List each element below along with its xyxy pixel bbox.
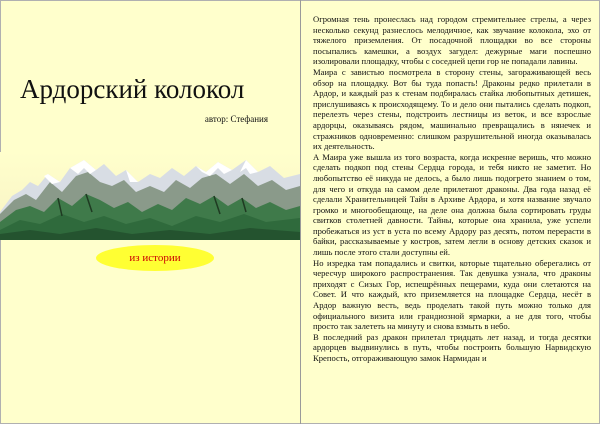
- story-paragraph: В последний раз дракон прилетал тридцать лет назад, и тогда десятки ардорцев выдвинулись в путь, чтобы построить большую Нарвидскую Крепость, отгораживающую замок Нармидан и: [313, 331, 591, 363]
- mountain-range-image: [0, 152, 300, 240]
- story-paragraph: А Маира уже вышла из того возраста, когда искренне веришь, что можно сделать подкоп под стены Сердца города, и тебя никто не заметит. Но любопытство её никуда не делось, а было лишь подогрето знанием о том, для чего и откуда на самом деле прилетают драконы. Два года назад её сделали Хранительницей Тайн в Архиве Ардора, и хотя название звучало громко и многообещающе, на деле она должна была сортировать груды свитков столетней давности. Тайны, которые она хранила, уже успели пробежаться из уст в уста по всему Ардору раз десять, потом перерасти в байки, рассказываемые у костров, затем легли в основу детских сказок и лишь после этого стали доступны ей.: [313, 151, 591, 258]
- story-paragraph: Огромная тень пронеслась над городом стремительнее стрелы, а через несколько секунд разнеслось мелодичное, как звучание колокола, эхо от тяжелого приземления. От посадочной площадки во все стороны посыпались камешки, а воздух загудел: дежурные маги поспешно изолировали площадку, чтобы с соседней цепи гор не попадали лавины.: [313, 14, 591, 67]
- story-paragraph: Но изредка там попадались и свитки, которые тщательно оберегались от чересчур широкого распространения. Так девушка узнала, что драконы приходят с Сизых Гор, испещрённых пещерами, куда они слетаются на Совет. И что каждый, кто приземляется на площадке Сердца, несёт в Ардор важную весть, ведь проделать такой путь можно только для официального визита или грандиозной ярмарки, а не для того, чтобы просто так залететь на минуту и снова взмыть в небо.: [313, 257, 591, 332]
- history-link-button[interactable]: [96, 245, 214, 271]
- page-divider: [300, 0, 301, 424]
- story-paragraph: Маира с завистью посмотрела в сторону стены, загораживающей весь обзор на площадку. Вот бы туда попасть! Драконы редко прилетали в Ардор, и каждый раз к стенам подбиралась стайка любопытных детишек, прислушиваясь к происходящему. То и дело они пытались сделать подкоп, перелезть через стены, подстроить лестницы из веток, и все взрослые ардорцы, оказываясь рядом, машинально превращались в нянечек и стражников одновременно: слишком разрушительной иногда оказывалась их деятельность.: [313, 66, 591, 152]
- story-text: [313, 14, 591, 418]
- page-title: Ардорский колокол: [20, 74, 245, 104]
- history-link-label: из истории: [129, 252, 181, 264]
- author-label: автор: Стефания: [204, 114, 268, 124]
